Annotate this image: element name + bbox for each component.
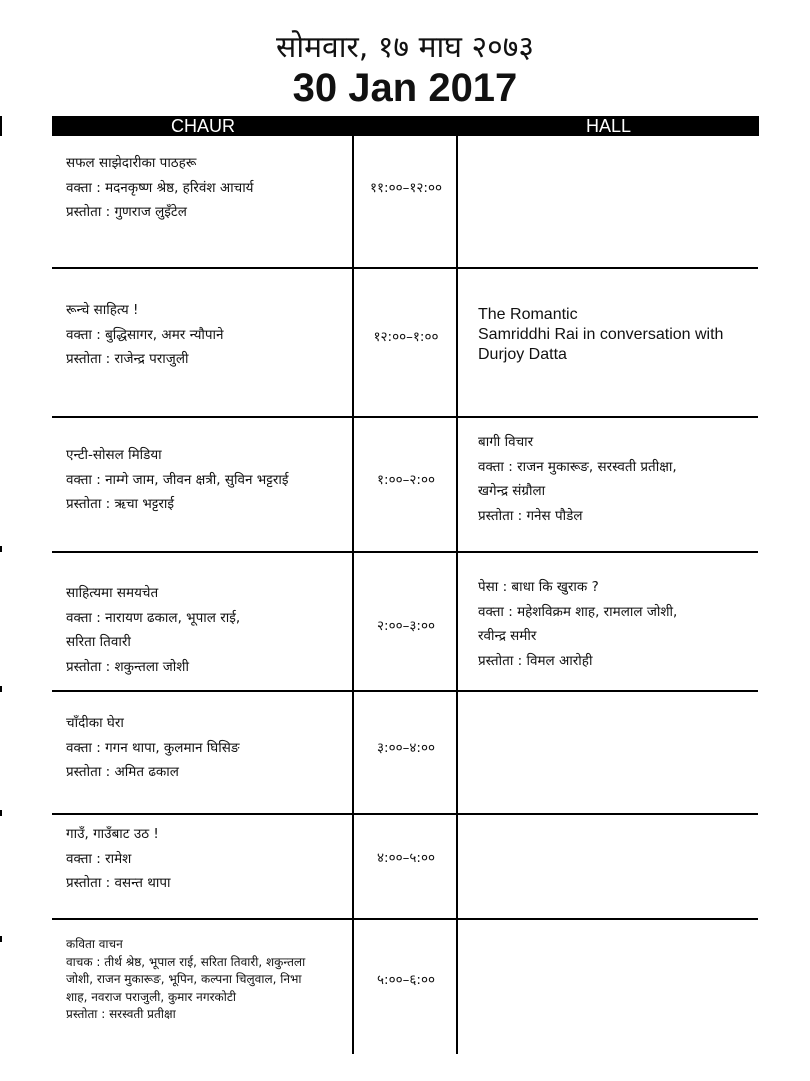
session-readers: जोशी, राजन मुकारूङ, भूपिन, कल्पना चिलुवाल, निभा [66,972,302,986]
session-speakers: वक्ता : गगन थापा, कुलमान घिसिङ [66,739,240,756]
session-title: कविता वाचन [66,937,123,951]
session-chaur-5 [66,711,240,785]
session-readers: वाचक : तीर्थ श्रेष्ठ, भूपाल राई, सरिता तिवारी, शकुन्तला [66,954,306,969]
time-slot-1: ११:००–१२:०० [369,180,442,196]
session-hall-2 [478,305,723,365]
row-divider [52,416,758,418]
session-speakers: वक्ता : राजन मुकारूङ, सरस्वती प्रतीक्षा, [478,458,677,475]
session-chaur-2 [66,298,224,372]
time-slot-6: ४:००–५:०० [377,850,435,866]
session-speakers: वक्ता : रामेश [66,850,132,867]
session-title: पेसा : बाधा कि खुराक ? [478,579,599,595]
session-title: रून्चे साहित्य ! [66,302,139,318]
session-moderator: प्रस्तोता : विमल आरोही [478,652,593,669]
session-title: साहित्यमा समयचेत [66,585,159,601]
session-description: Samriddhi Rai in conversation with [478,326,724,343]
session-moderator: प्रस्तोता : शकुन्तला जोशी [66,658,189,675]
session-title: The Romantic [478,306,578,323]
edge-tick [0,810,2,816]
session-speakers: वक्ता : बुद्धिसागर, अमर न्यौपाने [66,326,224,343]
session-hall-3 [478,430,677,528]
session-title: चाँदीका घेरा [66,715,124,731]
session-title: गाउँ, गाउँबाट उठ ! [66,826,159,842]
session-moderator: प्रस्तोता : सरस्वती प्रतीक्षा [66,1007,176,1021]
column-header-hall: HALL [585,116,632,136]
row-divider [52,813,758,815]
session-chaur-4 [66,581,240,679]
session-speakers: वक्ता : नाम्गे जाम, जीवन क्षत्री, सुविन भट्टराई [66,471,289,488]
edge-tick [0,546,2,552]
session-hall-4 [478,575,677,673]
session-title: एन्टी-सोसल मिडिया [66,447,162,463]
column-header-chaur: CHAUR [170,116,235,136]
session-chaur-6 [66,822,171,896]
session-speakers: रवीन्द्र समीर [478,628,537,644]
session-moderator: प्रस्तोता : गुणराज लुइँटेल [66,204,187,220]
time-slot-2: १२:००–१:०० [373,329,439,345]
session-chaur-1 [66,151,254,225]
edge-tick [0,686,2,692]
session-moderator: प्रस्तोता : वसन्त थापा [66,875,171,891]
session-speakers: सरिता तिवारी [66,634,131,650]
session-title: सफल साझेदारीका पाठहरू [66,155,197,171]
session-description: Durjoy Datta [478,346,567,363]
date-english: 30 Jan 2017 [292,66,518,110]
session-chaur-3 [66,443,289,517]
row-divider [52,918,758,920]
time-slot-3: १:००–२:०० [377,472,435,488]
session-moderator: प्रस्तोता : राजेन्द्र पराजुली [66,351,189,367]
session-moderator: प्रस्तोता : गनेस पौडेल [478,507,583,524]
divider-vertical-right [456,136,458,1054]
edge-tick [0,116,2,136]
session-speakers: वक्ता : नारायण ढकाल, भूपाल राई, [66,609,241,626]
time-slot-7: ५:००–६:०० [377,972,435,988]
session-speakers: वक्ता : मदनकृष्ण श्रेष्ठ, हरिवंश आचार्य [66,179,254,196]
row-divider [52,267,758,269]
session-moderator: प्रस्तोता : ऋचा भट्टराई [66,496,175,512]
session-moderator: प्रस्तोता : अमित ढकाल [66,764,179,780]
date-nepali: सोमवार, १७ माघ २०७३ [276,30,534,65]
session-chaur-7 [66,936,305,1024]
time-slot-5: ३:००–४:०० [377,740,435,756]
row-divider [52,690,758,692]
edge-tick [0,936,2,942]
session-title: बागी विचार [478,434,534,450]
session-speakers: खगेन्द्र संग्रौला [478,483,546,499]
time-slot-4: २:००–३:०० [377,618,435,634]
row-divider [52,551,758,553]
session-readers: शाह, नवराज पराजुली, कुमार नगरकोटी [66,989,236,1004]
session-speakers: वक्ता : महेशविक्रम शाह, रामलाल जोशी, [478,603,678,620]
divider-vertical-left [352,136,354,1054]
